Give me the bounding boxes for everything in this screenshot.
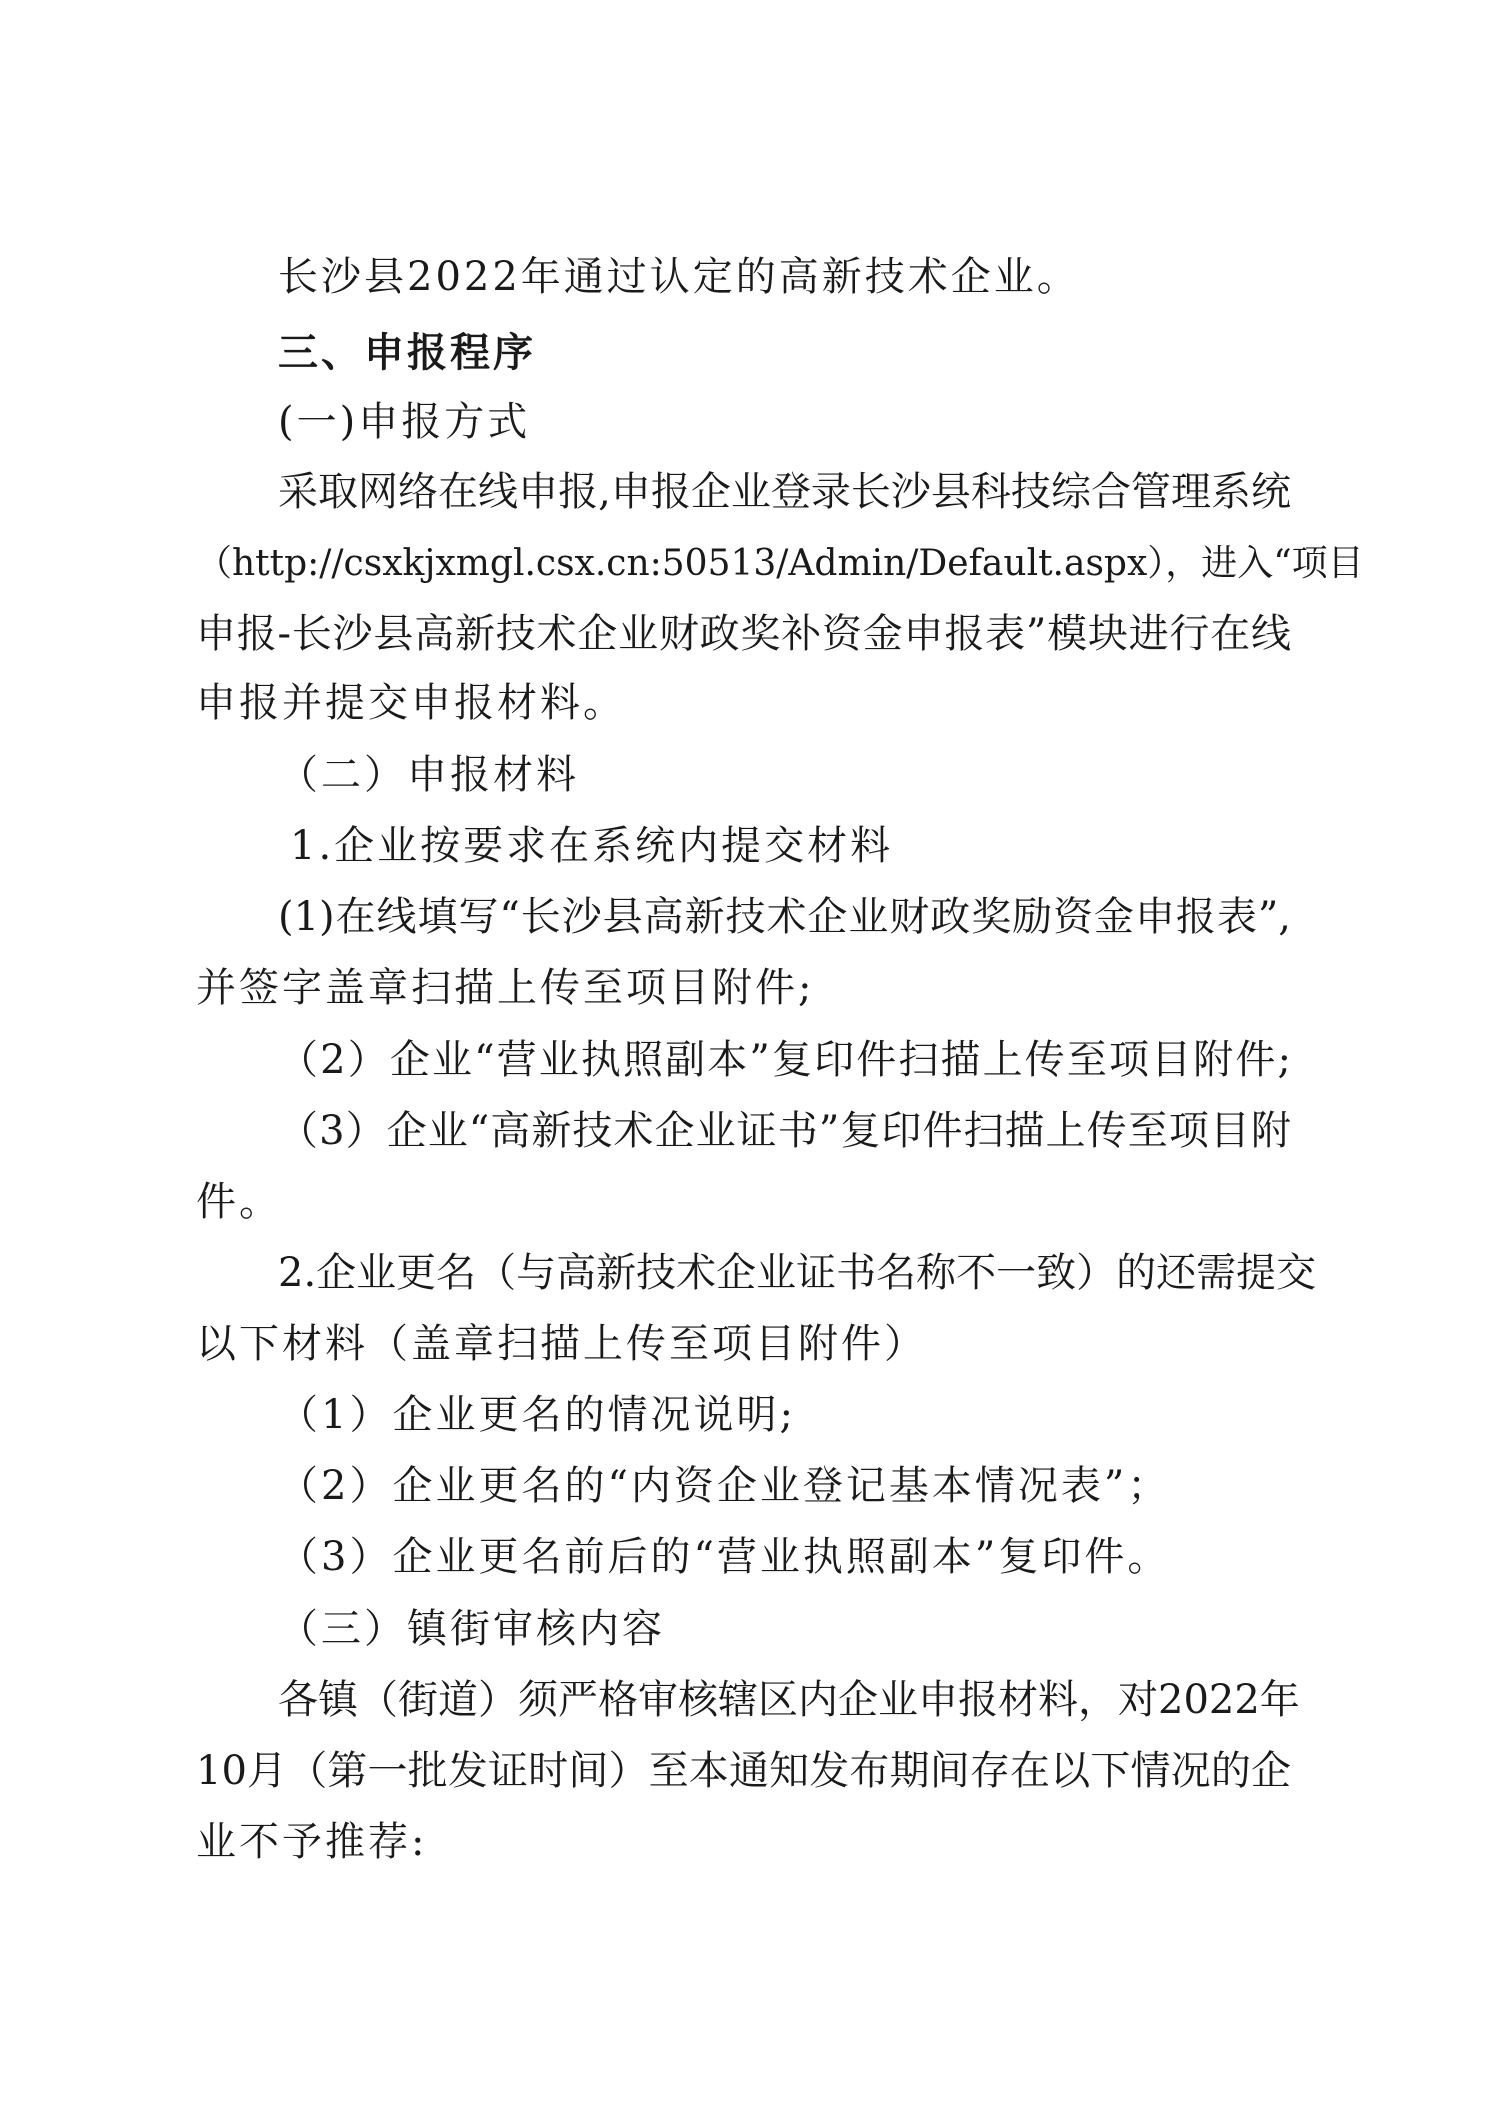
text-line: （3）企业“高新技术企业证书”复印件扫描上传至项目附 [278, 1108, 1291, 1154]
text-line: 长沙县2022年通过认定的高新技术企业。 [278, 254, 1080, 300]
text-line: 采取网络在线申报,申报企业登录长沙县科技综合管理系统 [278, 469, 1291, 515]
text-line: （2）企业更名的“内资企业登记基本情况表”； [278, 1463, 1171, 1509]
text-line: （http://csxkjxmgl.csx.cn:50513/Admin/Default.aspx），进入“项目 [196, 543, 1364, 584]
text-line: 以下材料（盖章扫描上传至项目附件） [196, 1321, 927, 1367]
subsection-heading: （三）镇街审核内容 [278, 1606, 665, 1652]
subsection-heading: （二）申报材料 [278, 752, 579, 798]
text-line: 件。 [196, 1179, 282, 1225]
text-line: 10月（第一批发证时间）至本通知发布期间存在以下情况的企 [196, 1748, 1291, 1794]
text-line: 2.企业更名（与高新技术企业证书名称不一致）的还需提交 [278, 1250, 1317, 1296]
subsection-heading: (一)申报方式 [278, 399, 531, 445]
text-line: 业不予推荐: [196, 1819, 428, 1865]
text-line: 各镇（街道）须严格审核辖区内企业申报材料，对2022年 [278, 1677, 1300, 1723]
text-line: 并签字盖章扫描上传至项目附件; [196, 965, 815, 1011]
text-line: 申报-长沙县高新技术企业财政奖补资金申报表”模块进行在线 [196, 611, 1291, 657]
section-heading: 三、申报程序 [278, 329, 536, 376]
text-line: （2）企业“营业执照副本”复印件扫描上传至项目附件; [278, 1037, 1291, 1083]
text-line: 1.企业按要求在系统内提交材料 [290, 823, 894, 869]
text-line: (1)在线填写“长沙县高新技术企业财政奖励资金申报表”, [278, 894, 1291, 940]
text-line: （3）企业更名前后的“营业执照副本”复印件。 [278, 1534, 1171, 1580]
text-line: （1）企业更名的情况说明; [278, 1392, 796, 1438]
text-line: 申报并提交申报材料。 [196, 680, 626, 726]
